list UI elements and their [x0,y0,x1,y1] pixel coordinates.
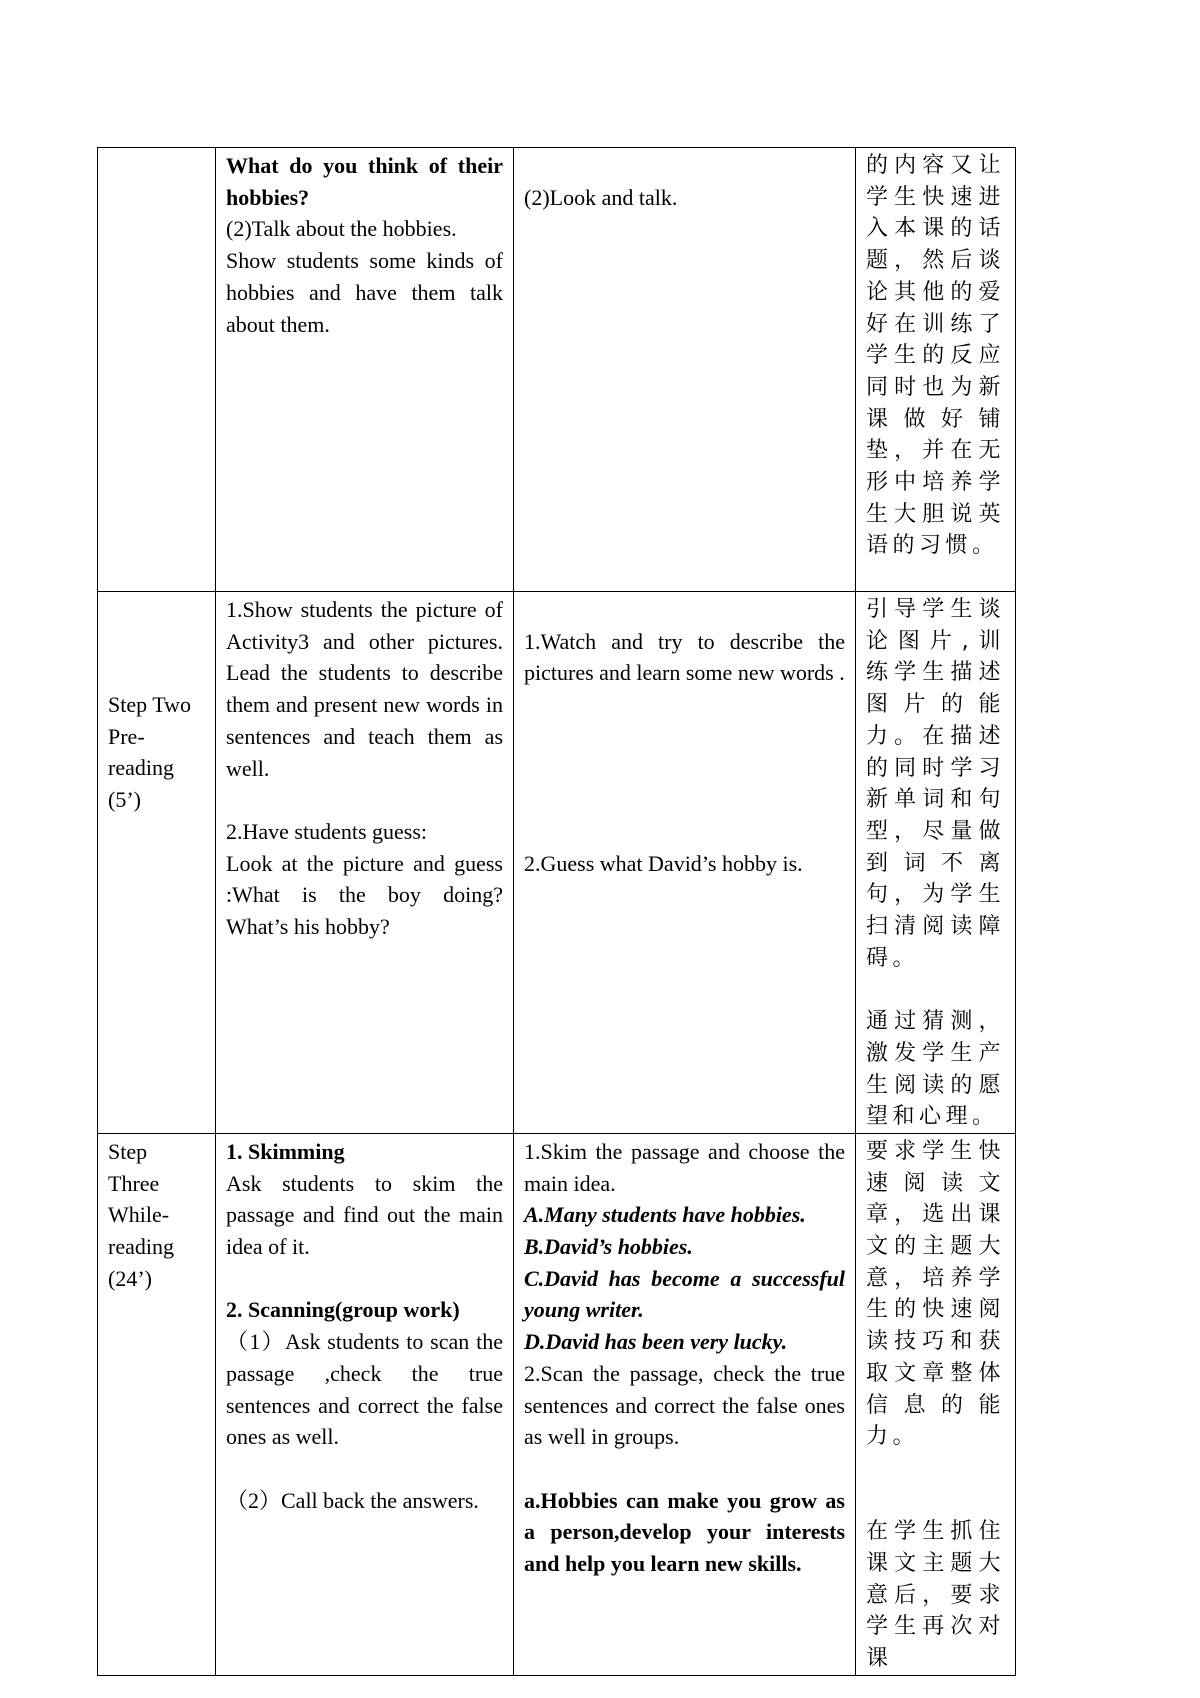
teacher-question: What do you think of their hobbies? [226,153,503,210]
teacher-line: Show students some kinds of hobbies and have them talk about them. [226,248,503,337]
step-label: reading [108,755,174,781]
step-label: Step [108,1138,148,1164]
step-duration: (5’) [108,787,141,813]
student-activity-cell [514,148,856,592]
step-duration: (24’) [108,1265,152,1291]
student-item: 2.Scan the passage, check the true sentences and correct the false ones as well in groups. [524,1360,845,1450]
teacher-item: Ask students to skim the passage and find out the main idea of it. [226,1170,503,1260]
table-row [98,1133,1016,1675]
student-item: 1.Skim the passage and choose the main idea. [524,1138,845,1196]
purpose-text: 在学生抓住课文主题大意后，要求学生再次对课 [866,1519,1005,1672]
table-row [98,592,1016,1134]
step-label: Three [108,1170,160,1196]
answer-option: B.David’s hobbies. [524,1234,693,1260]
answer-option: D.David has been very lucky. [524,1329,788,1355]
teacher-activity-cell [216,592,514,1134]
teacher-item: （2）Call back the answers. [226,1487,479,1513]
student-line: (2)Look and talk. [524,184,678,210]
teacher-item: 1.Show students the picture of Activity3 and other pictures. Lead the students to describe them and present new words in sentences and teach them as well. [226,597,503,781]
teacher-line: (2)Talk about the hobbies. [226,216,457,242]
teacher-activity-cell [216,1133,514,1675]
student-item: 2.Guess what David’s hobby is. [524,850,803,876]
lesson-plan-table [97,147,1016,1676]
teacher-activity-cell [216,148,514,592]
true-sentence: a.Hobbies can make you grow as a person,develop your interests and help you learn new skills. [524,1487,845,1577]
teacher-item: Look at the picture and guess :What is the boy doing? What’s his hobby? [226,850,503,940]
student-item: 1.Watch and try to describe the pictures and learn some new words . [524,628,845,686]
table-row [98,148,1016,592]
answer-option: A.Many students have hobbies. [524,1202,806,1228]
step-cell [98,1133,216,1675]
student-activity-cell [514,1133,856,1675]
purpose-text: 通过猜测，激发学生产生阅读的愿望和心理。 [866,1009,1005,1130]
step-label: While- [108,1202,170,1228]
purpose-cell [856,592,1016,1134]
teacher-item-title: 2.Have students guess: [226,818,428,844]
section-heading: 1. Skimming [226,1138,345,1164]
step-label: Step Two [108,692,192,718]
step-label: Pre- [108,723,145,749]
purpose-cell [856,148,1016,592]
purpose-text: 的内容又让学生快速进入本课的话题，然后谈论其他的爱好在训练了学生的反应同时也为新课做好铺垫，并在无形中培养学生大胆说英语的习惯。 [866,153,1005,559]
purpose-cell [856,1133,1016,1675]
purpose-text: 要求学生快速阅读文章，选出课文的主题大意，培养学生的快速阅读技巧和获取文章整体信息的能力。 [866,1138,1005,1450]
student-activity-cell [514,592,856,1134]
step-label: reading [108,1234,174,1260]
teacher-item: （1）Ask students to scan the passage ,check the true sentences and correct the false ones as well. [226,1329,503,1450]
step-cell [98,148,216,592]
step-cell [98,592,216,1134]
purpose-text: 引导学生谈论图片,训练学生描述图片的能力。在描述的同时学习新单词和句型，尽量做到词不离句，为学生扫清阅读障碍。 [866,597,1005,971]
section-heading: 2. Scanning(group work) [226,1297,460,1323]
answer-option: C.David has become a successful young writer. [524,1265,845,1323]
